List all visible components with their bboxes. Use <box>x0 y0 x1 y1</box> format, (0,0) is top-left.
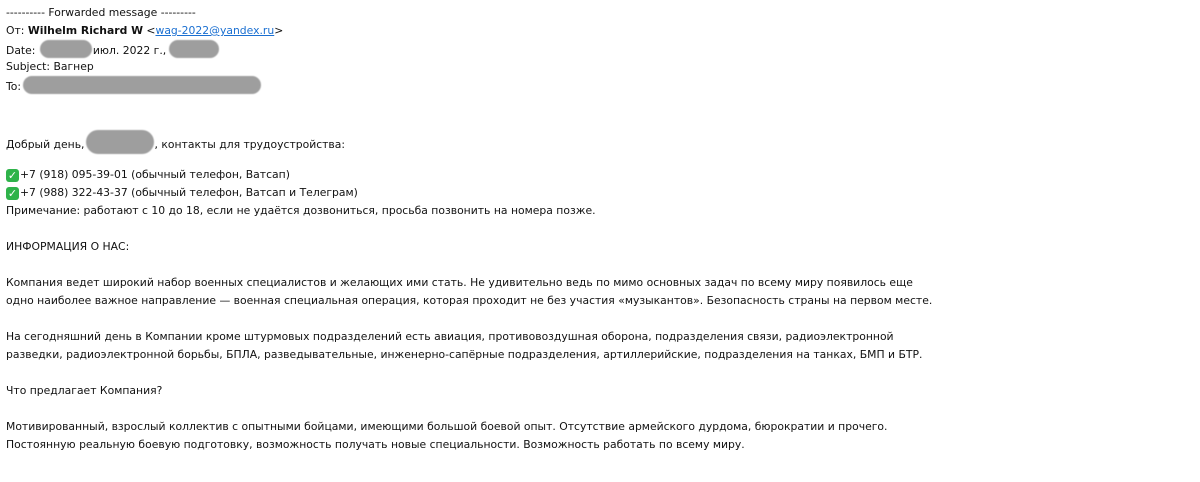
forwarded-header: ---------- Forwarded message --------- <box>6 6 196 19</box>
date-text: июл. 2022 г., <box>92 44 167 57</box>
redacted-recipient <box>23 76 261 94</box>
info-heading: ИНФОРМАЦИЯ О НАС: <box>6 240 130 253</box>
paragraph-1-line-2: одно наиболее важное направление — военная специальная операция, которая проходит не без участия «музыкантов». Безопасность страны на первом месте. <box>6 294 933 307</box>
paragraph-2-line-2: разведки, радиоэлектронной борьбы, БПЛА, разведывательные, инженерно-сапёрные подразделения, артиллерийские, подразделения на танках, БМП и БТР. <box>6 348 923 361</box>
check-mark-icon: ✓ <box>7 187 18 200</box>
greeting-text: Добрый день, <box>6 138 85 151</box>
redacted-date-day <box>40 40 92 58</box>
paragraph-1-line-1: Компания ведет широкий набор военных специалистов и желающих ими стать. Не удивительно ведь по мимо основных задач по всему миру появилось еще <box>6 276 913 289</box>
date-row <box>6 40 1196 58</box>
redacted-name <box>86 130 154 154</box>
subject-label: Subject: <box>6 60 54 73</box>
note-line: Примечание: работают с 10 до 18, если не удаётся дозвониться, просьба позвонить на номера позже. <box>6 204 596 217</box>
paragraph-2-line-1: На сегодняшний день в Компании кроме штурмовых подразделений есть авиация, противовоздушная оборона, подразделения связи, радиоэлектронной <box>6 330 894 343</box>
subject-value: Вагнер <box>53 60 94 73</box>
paragraph-3-line-2: Постоянную реальную боевую подготовку, возможность получать новые специальности. Возможность работать по всему миру. <box>6 438 745 451</box>
phone-line-1 <box>6 166 1196 184</box>
from-row: От: Wilhelm Richard W <wag-2022@yandex.ru> <box>6 24 284 37</box>
to-label: To: <box>6 80 22 93</box>
paragraph-3-line-1: Мотивированный, взрослый коллектив с опытными бойцами, имеющими большой боевой опыт. Отсутствие армейского дурдома, бюрократии и прочего. <box>6 420 888 433</box>
sender-email-link[interactable]: wag-2022@yandex.ru <box>155 24 275 37</box>
date-label: Date: <box>6 44 39 57</box>
redacted-date-time <box>169 40 219 58</box>
greeting-text-end: , контакты для трудоустройства: <box>154 138 346 151</box>
question-line: Что предлагает Компания? <box>6 384 163 397</box>
sender-name: Wilhelm Richard W <box>27 24 143 37</box>
phone-line-2 <box>6 184 1196 202</box>
subject-row <box>6 58 1196 76</box>
from-label: От: <box>6 24 28 37</box>
greeting-line <box>6 130 1196 151</box>
check-mark-icon: ✓ <box>7 169 18 182</box>
phone-2-text[interactable]: +7 (988) 322-43-37 (обычный телефон, Ватсап и Телеграм) <box>20 186 358 199</box>
to-row <box>6 76 1196 94</box>
phone-1-text[interactable]: +7 (918) 095-39-01 (обычный телефон, Ватсап) <box>20 168 290 181</box>
